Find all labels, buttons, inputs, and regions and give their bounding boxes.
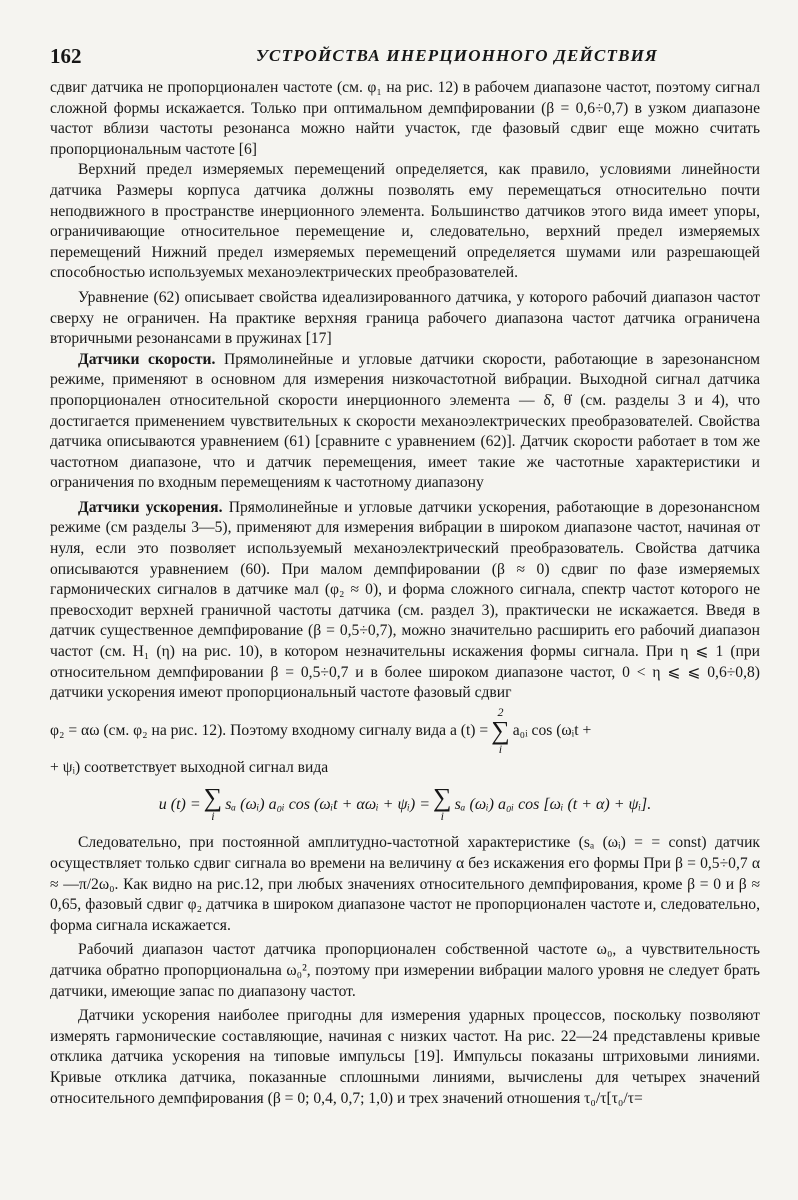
inline-formula-tail: a₀ᵢ cos (ωᵢt + xyxy=(512,721,592,739)
display-formula-lhs: u (t) = xyxy=(158,795,201,813)
display-formula-mid: sₐ (ωᵢ) a₀ᵢ cos (ωᵢt + αωᵢ + ψᵢ) = xyxy=(225,795,431,813)
paragraph-7: Рабочий диапазон частот датчика пропорционален собственной частоте ω₀, а чувствительность датчика обратно пропорциональна ω₀², поэтому при измерении вибрации малого уровня не следует брать датчики, имеющие запас по диапазону частот. xyxy=(50,941,760,1000)
inline-sum xyxy=(491,706,510,756)
display-sum-1-lower: i xyxy=(211,809,215,824)
display-sum-1-symbol: ∑ xyxy=(203,783,223,813)
page-header xyxy=(50,44,760,78)
body-text xyxy=(50,78,760,1109)
inline-sum-symbol: ∑ xyxy=(491,715,510,745)
velocity-sensors-text: Прямолинейные и угловые датчики скорости, работающие в зарезонансном режиме, применяют в основном для измерения низкочастотной вибрации. Выходной сигнал датчика пропорционален относительной скорости инерционного элемента — δ̇, θ̇ (см. разделы 3 и 4), что достигается применением чувствительных к скорости механоэлектрических преобразователей. Свойства датчика описываются уравнением (61) [сравните с уравнением (62)]. Датчик скорости работает в том же частотном диапазоне, что и датчик перемещения, имеет такие же частотные характеристики и ограничения по входным перемещениям к частотному диапазону xyxy=(50,350,761,492)
display-sum-2-symbol: ∑ xyxy=(433,783,452,813)
running-title: УСТРОЙСТВА ИНЕРЦИОННОГО ДЕЙСТВИЯ xyxy=(256,46,658,65)
inline-formula-lead: φ₂ = αω (см. φ₂ на рис. 12). Поэтому входному сигналу вида a (t) = xyxy=(50,721,489,739)
display-sum-1 xyxy=(203,783,223,824)
inline-sum-upper: 2 xyxy=(497,704,504,719)
inline-sum-lower: i xyxy=(498,741,503,756)
display-sum-2-lower: i xyxy=(440,809,444,824)
paragraph-8: Датчики ускорения наиболее пригодны для измерения ударных процессов, поскольку позволяют измерять гармонические составляющие, начиная с низких частот. На рис. 22—24 представлены кривые отклика датчика ускорения на типовые импульсы [19]. Импульсы показаны штриховыми линиями. Кривые отклика датчика, показанные сплошными линиями, вычислены для четырех значений относительного демпфирования (β = 0; 0,4, 0,7; 1,0) и трех значений отношения τ₀/τ[τ₀/τ= xyxy=(50,1007,760,1107)
acceleration-sensors-heading: Датчики ускорения. xyxy=(78,498,223,516)
display-sum-2 xyxy=(433,783,452,824)
velocity-sensors-heading: Датчики скорости. xyxy=(78,350,216,368)
paragraph-1: сдвиг датчика не пропорционален частоте (см. φ₁ на рис. 12) в рабочем диапазоне частот, поэтому сигнал сложной формы искажается. Только при оптимальном демпфировании (β = 0,6÷0,7) в узком диапазоне частот вблизи частоты резонанса можно найти участок, где фазовый сдвиг еще можно считать пропорциональным частоте [6] xyxy=(50,79,760,158)
paragraph-6: Следовательно, при постоянной амплитудно-частотной характеристике (sₐ (ωᵢ) = = const) датчик осуществляет только сдвиг сигнала во времени на величину α без искажения его формы При β = 0,5÷0,7 α ≈ —π/2ω₀. Как видно на рис.12, при любых значениях относительного демпфирования, кроме β = 0 и β ≈ 0,65, фазовый сдвиг φ₂ датчика в широком диапазоне частот не пропорционален частоте и, следовательно, форма сигнала искажается. xyxy=(50,834,760,934)
inline-formula-line xyxy=(50,706,760,756)
paragraph-velocity-sensors xyxy=(50,350,760,494)
formula-continuation: + ψᵢ) соответствует выходной сигнал вида xyxy=(50,758,329,776)
display-formula xyxy=(50,783,760,824)
paragraph-3: Уравнение (62) описывает свойства идеализированного датчика, у которого рабочий диапазон частот сверху не ограничен. На практике верхняя граница рабочего диапазона частот датчика ограничена вторичными резонансами в пружинах [17] xyxy=(50,288,760,348)
acceleration-sensors-text: Прямолинейные и угловые датчики ускорения, работающие в дорезонансном режиме (см разделы 3—5), применяют для измерения вибрации в широком диапазоне частот, начиная от нуля, если это позволяет используемый механоэлектрический преобразователь. Свойства датчика описываются уравнением (60). При малом демпфировании (β ≈ 0) сдвиг по фазе измеряемых гармонических сигналов в датчике мал (φ₂ ≈ 0), и форма сложного сигнала, спектр частот которого не превосходит верхней граничной частоты датчика (см. раздел 3), практически не искажается. Введя в датчик существенное демпфирование (β = 0,5÷0,7), можно значительно расширить его рабочий диапазон частот (см. H₁ (η) на рис. 10), в котором незначительны искажения формы сигнала. При η ⩽ 1 (при относительном демпфировании β = 0,5÷0,7 и в более широком диапазоне частот, 0 < η ⩽ ⩽ 0,6÷0,8) датчики ускорения имеют пропорциональный частоте фазовый сдвиг xyxy=(50,498,761,702)
paragraph-acceleration-sensors xyxy=(50,498,760,704)
page-number: 162 xyxy=(50,44,82,68)
display-formula-rhs: sₐ (ωᵢ) a₀ᵢ cos [ωᵢ (t + α) + ψᵢ]. xyxy=(454,795,652,813)
paragraph-2: Верхний предел измеряемых перемещений определяется, как правило, условиями линейности датчика Размеры корпуса датчика должны позволять ему перемещаться относительно почти неподвижного в пространстве инерционного элемента. Большинство датчиков этого вида имеет упоры, ограничивающие относительное перемещение и, следовательно, верхний предел измеряемых перемещений Нижний предел измеряемых перемещений определяется шумами или разрешающей способностью используемых механоэлектрических преобразователей. xyxy=(50,161,760,282)
